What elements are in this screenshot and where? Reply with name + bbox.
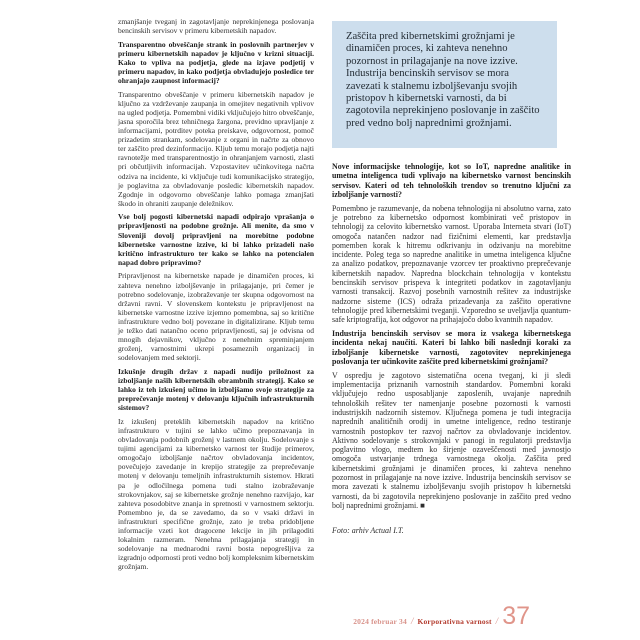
left-column xyxy=(118,17,314,576)
interview-answer: Pomembno je razumevanje, da nobena tehnologija ni absolutno varna, zato je potrebno za kibernetsko odpornost kombinirati več pristopov in tehnologij za celovito kibernetsko varnost. Uporaba Interneta stvari (IoT) omogoča natančen nadzor nad fizičnimi elementi, kar predstavlja pomemben korak k hitremu odkrivanju in odzivanju na morebitne incidente. Poleg tega so napredne analitike in umetna inteligenca ključne za analizo podatkov, prepoznavanje vzorcev ter proaktivno preprečevanje kibernetskih napadov. Napredna blockchain tehnologija v kontekstu bencinskih servisov prispeva k integriteti podatkov in zagotavljanju varnosti transakcij. Razvoj posebnih varnostnih rešitev za industrijske nadzorne sisteme (ICS) odraža prizadevanja za zaščito operativne tehnologije pred kibernetskimi tveganji. Vzporedno se uveljavlja quantum-safe kriptografija, kot odgovor na prihajajočo dobo kvantnih napadov. xyxy=(332,203,571,325)
interview-answer: V ospredju je zagotovo sistematična ocena tveganj, ki ji sledi implementacija priznanih varnostnih standardov. Pomembni koraki vključujejo redno usposabljanje zaposlenih, uvajanje naprednih tehnoloških rešitev ter namenjanje posebne pozornosti k varnosti industrijskih nadzornih sistemov. Ključnega pomena je tudi integracija naprednih analitičnih orodij in umetne inteligence, redno testiranje varnostnih postopkov ter razvoj načrtov za obvladovanje incidentov. Aktivno sodelovanje s strokovnjaki v panogi in regulatorji predstavlja poglavitno vlogo, medtem ko širjenje ozaveščenosti med javnostjo omogoča ustvarjanje trdnega varnostnega okolja. Zaščita pred kibernetskimi grožnjami je dinamičen proces, ki zahteva nenehno pozornost in prilagajanje na nove izzive. Industrija bencinskih servisov se mora zavezati k stalnemu izboljševanju svojih pristopov h kibernetski varnosti, da bi zagotovila neprekinjeno poslovanje in zaščito pred vedno bolj naprednimi grožnjami. ■ xyxy=(332,370,571,510)
interview-answer: Transparentno obveščanje v primeru kibernetskih napadov je ključno za vzdrževanje zaupanja in omejitev negativnih vplivov na ugled podjetja. Pomembni vidiki vključujejo hitro obveščanje, jasna sporočila brez tehničnega žargona, previdno upravljanje z informacijami, potrditev poteka preiskave, odgovornost, pomoč prizadetim strankam, sodelovanje z organi in načrte za obnovo ter zaščito pred dezinformacijo. Kljub temu morajo podjetja najti ravnotežje med transparentnostjo in ohranjanjem varnosti, zlasti pri občutljivih informacijah. Vzpostavitev učinkovitega načrta odziva na incidente, ki vključuje tudi komunikacijsko strategijo, je poglavitna za obvladovanje posledic kibernetskih napadov. Zgodnje in odgovorno obveščanje lahko pomaga zmanjšati škodo in ohraniti zaupanje deležnikov. xyxy=(118,89,315,208)
interview-question: Industrija bencinskih servisov se mora iz vsakega kibernetskega incidenta nekaj naučiti. Kateri bi lahko bili naslednji koraki za izboljšanje kibernetske varnosti, zagotovitev neprekinjenega poslovanja ter učinkovite zaščite pred kibernetskimi grožnjami? xyxy=(332,329,571,366)
pull-quote-box xyxy=(332,21,557,148)
footer-section-title: Korporativna varnost xyxy=(417,617,492,626)
pull-quote-text: Zaščita pred kibernetskimi grožnjami je dinamičen proces, ki zahteva nenehno pozornost in prilagajanje na nove izzive. Industrija bencinskih servisov se mora zavezati k stalnemu izboljševanju svojih pristopov h kibernetski varnosti, da bi zagotovila neprekinjeno poslovanje in zaščito pred vedno bolj naprednimi grožnjami. xyxy=(346,31,540,129)
page-footer xyxy=(353,604,530,629)
footer-separator: / xyxy=(495,616,499,626)
interview-question: Nove informacijske tehnologije, kot so IoT, napredne analitike in umetna inteligenca tudi vplivajo na kibernetsko varnost bencinskih servisov. Kateri od teh tehnoloških trendov so trenutno ključni za izboljšanje varnosti? xyxy=(332,162,571,199)
footer-issue-date: 2024 februar 34 xyxy=(353,617,407,626)
interview-question: Izkušnje drugih držav z napadi nudijo priložnost za izboljšanje naših kibernetskih obrambnih strategij. Kako se lahko iz teh izkušenj učimo in izboljšamo svoje strategije za preprečevanje motenj v delovanju ključnih infrastrukturnih sistemov? xyxy=(118,366,314,413)
right-column xyxy=(332,21,571,543)
footer-page-number: 37 xyxy=(502,602,530,630)
footer-separator: / xyxy=(410,616,414,626)
interview-answer: Iz izkušenj preteklih kibernetskih napadov na kritično infrastrukturo v tujini se lahko učimo prepoznavanja in obvladovanja podobnih groženj v lastnem okolju. Sodelovanje s tujimi agencijami za kibernetsko varnost ter študije primerov, omogočajo izboljšanje načrtov obvladovanja incidentov, povečujejo zavedanje in krepijo strategije za preprečevanje motenj v delovanju temeljnih infrastrukturnih sistemov. Hkrati pa je odločilnega pomena tudi stalno izobraževanje strokovnjakov, saj se kibernetske grožnje nenehno razvijajo, kar zahteva posodobitve znanja in spretnosti v varnostnem sektorju. Pomembno je, da se zavedamo, da so v vsaki državi in infrastrukturi specifične grožnje, zato je treba pridobljene informacije vzeti kot dragocene lekcije in jih prilagoditi lokalnim razmeram. Nenehna prilagajanja strategij in sodelovanje na mednarodni ravni bosta nepogrešljiva za izgradnjo odpornosti proti vedno bolj kompleksnim kibernetskim grožnjam. xyxy=(118,416,314,572)
interview-question: Vse bolj pogosti kibernetski napadi odpirajo vprašanja o pripravljenosti na podobne grožnje. Ali menite, da smo v Sloveniji dovolj pripravljeni na morebitne podobne kibernetske varnostne izzive, ki bi lahko prizadeli našo kritično infrastrukturo ter kako se lahko na potencialen napad dobro pripravimo? xyxy=(118,212,314,267)
interview-question: Transparentno obveščanje strank in poslovnih partnerjev v primeru kibernetskih napadov je ključno v krizni situaciji. Kako to vpliva na podjetja, glede na izjave podjetij v primeru napadov, in kako podjetja obvladujejo posledice ter ohranjajo zaupnost informacij? xyxy=(118,39,314,86)
photo-credit: Foto: arhiv Actual I.T. xyxy=(332,526,404,536)
interview-answer: Pripravljenost na kibernetske napade je dinamičen proces, ki zahteva nenehno izboljševanje in prilagajanje, pri čemer je potrebno sodelovanje, izobraževanje ter skupna odgovornost na državni ravni. V slovenskem kontekstu je pripravljenost na kibernetske varnostne izzive izjemno pomembna, saj so kritične infrastrukture vedno bolj povezane in digitalizirane. Kljub temu je težko dati natančno oceno pripravljenosti, saj je odvisna od mnogih dejavnikov, vključno z nenehnim spreminjanjem groženj, varnostnimi ukrepi posameznih organizacij in sodelovanjem med sektorji. xyxy=(118,271,314,363)
article-continuation-paragraph: zmanjšanje tveganj in zagotavljanje neprekinjenega poslovanja bencinskih servisov v primeru kibernetskih napadov. xyxy=(118,17,314,36)
